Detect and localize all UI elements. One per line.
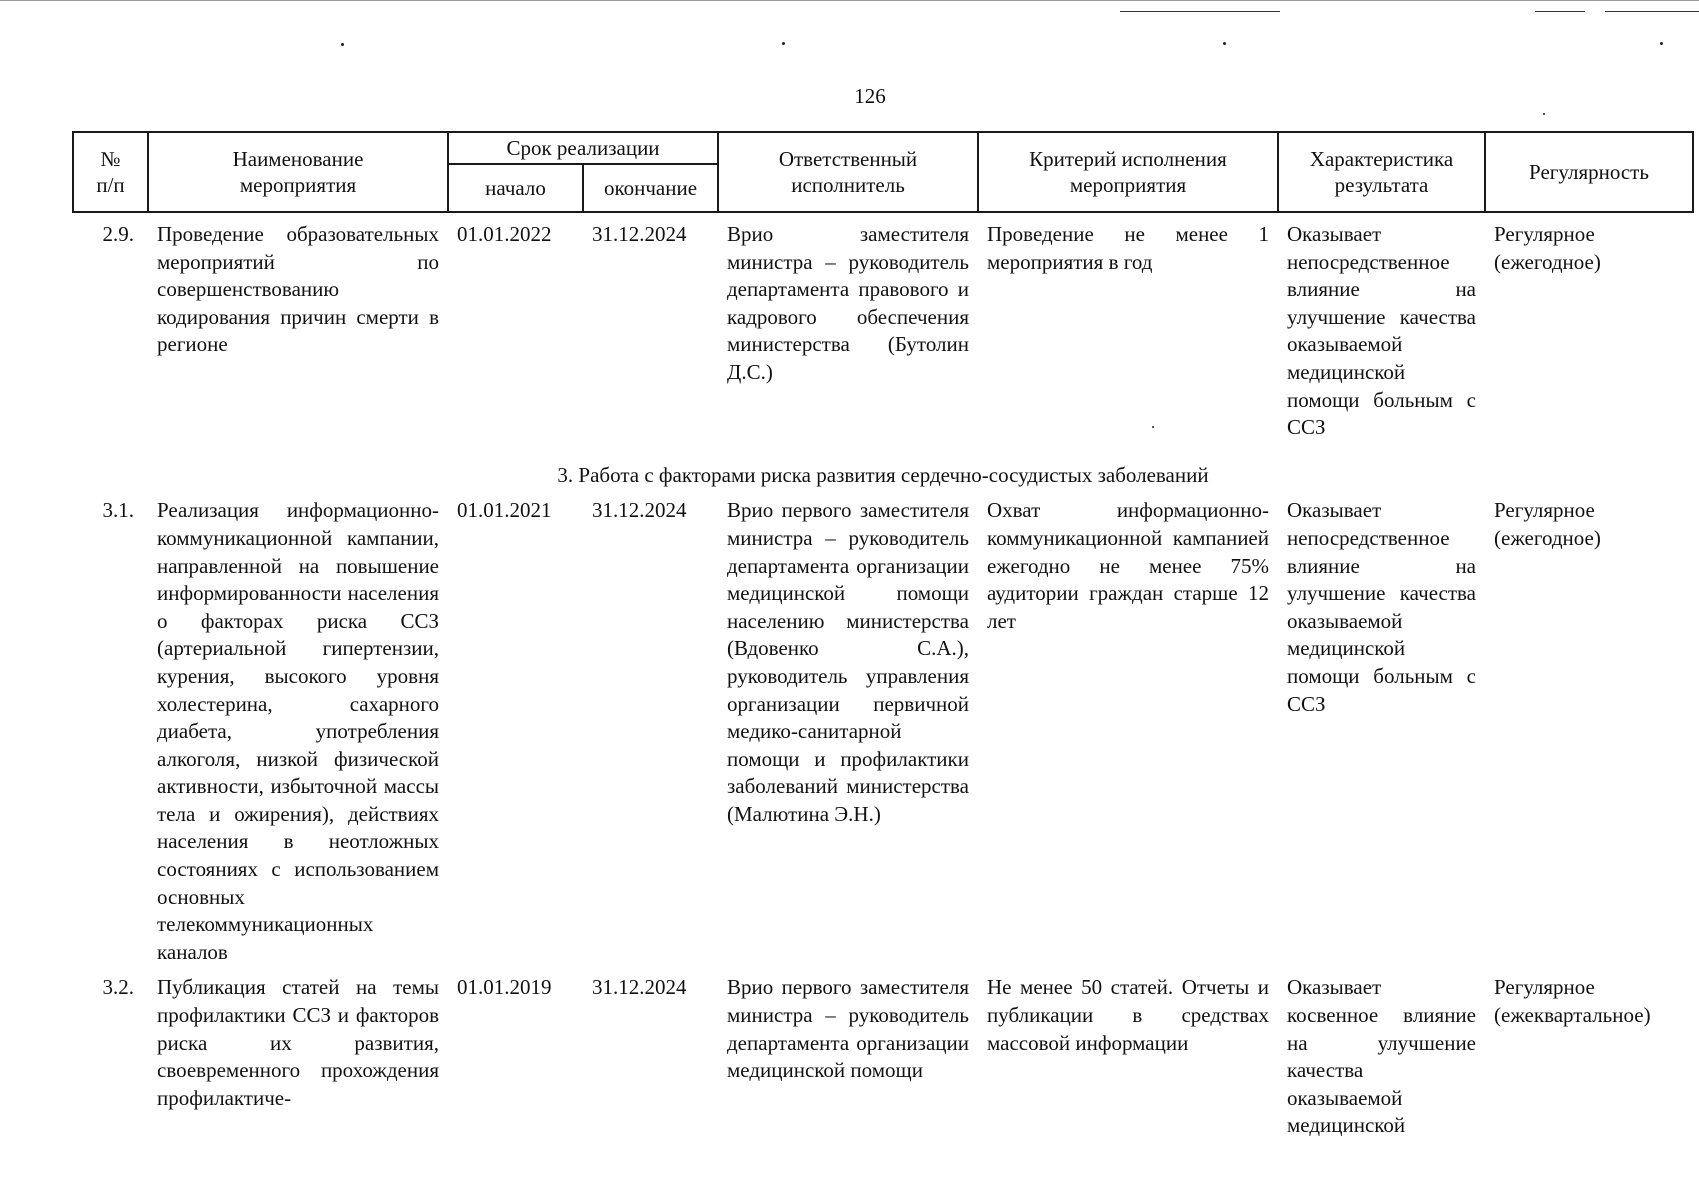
row-num: 3.1. xyxy=(102,498,134,523)
row-regularity: Регулярное (ежегодное) xyxy=(1494,498,1601,550)
header-regularity: Регулярность xyxy=(1485,132,1693,212)
row-start: 01.01.2021 xyxy=(457,498,552,523)
row-name: Проведение образовательных мероприятий по совершенствованию кодирования причин смерти в регионе xyxy=(157,222,439,357)
row-characteristic: Оказывает непосредственное влияние на улучшение качества оказываемой медицинской помощи больным с ССЗ xyxy=(1287,498,1476,716)
row-name: Реализация информационно-коммуникационной кампании, направленной на повышение информированности населения о факторах риска ССЗ (артериальной гипертензии, курения, высокого уровня холестерина, сахарного диабета, употребления алкоголя, низкой физической активности, избыточной массы тела и ожирения), действиях населения в неотложных состояниях с использованием основных телекоммуникационных каналов xyxy=(157,498,439,964)
row-criterion: Охват информационно-коммуникационной кампанией ежегодно не менее 75% аудитории граждан старше 12 лет xyxy=(987,498,1269,633)
header-start: начало xyxy=(448,164,583,212)
row-end: 31.12.2024 xyxy=(592,222,687,246)
row-regularity: Регулярное (ежеквартальное) xyxy=(1494,975,1651,1028)
row-start: 01.01.2022 xyxy=(457,222,552,246)
table-row xyxy=(73,212,1693,442)
row-responsible: Врио первого заместителя министра – руководитель департамента организации медицинской помощи xyxy=(727,975,969,1083)
section-heading-row xyxy=(73,442,1693,490)
row-characteristic: Оказывает косвенное влияние на улучшение качества оказываемой медицинской xyxy=(1287,975,1476,1138)
row-end: 31.12.2024 xyxy=(592,498,687,523)
header-end: окончание xyxy=(583,164,718,212)
row-end: 31.12.2024 xyxy=(592,975,687,1000)
row-criterion: Проведение не менее 1 мероприятия в год xyxy=(987,222,1269,274)
header-criterion: Критерий исполнения мероприятия xyxy=(978,132,1278,212)
row-num: 2.9. xyxy=(102,222,134,246)
row-responsible: Врио первого заместителя министра – руководитель департамента организации медицинской помощи населению министерства (Вдовенко С.А.), руководитель управления организации первичной медико-санитарной помощи и профилактики заболеваний министерства (Малютина Э.Н.) xyxy=(727,498,969,826)
row-criterion: Не менее 50 статей. Отчеты и публикации в средствах массовой информации xyxy=(987,975,1269,1055)
row-characteristic: Оказывает непосредственное влияние на улучшение качества оказываемой медицинской помощи больным с ССЗ xyxy=(1287,222,1476,440)
row-regularity: Регулярное (ежегодное) xyxy=(1494,222,1601,274)
header-num: № п/п xyxy=(73,132,148,212)
header-responsible: Ответственный исполнитель xyxy=(718,132,978,212)
scan-dash-line xyxy=(1605,11,1699,12)
table-header xyxy=(73,132,1693,212)
activities-table xyxy=(72,131,1694,1140)
row-start: 01.01.2019 xyxy=(457,975,552,1000)
scan-dash-line xyxy=(1535,11,1585,12)
table-row xyxy=(73,966,1693,1140)
scan-dash-line xyxy=(1120,11,1280,12)
section-heading: 3. Работа с факторами риска развития сердечно-сосудистых заболеваний xyxy=(557,462,1209,487)
header-period: Срок реализации xyxy=(448,132,718,164)
scan-edge-line xyxy=(0,0,1699,1)
row-num: 3.2. xyxy=(102,975,134,1000)
table-row xyxy=(73,489,1693,966)
header-name: Наименование мероприятия xyxy=(148,132,448,212)
row-name: Публикация статей на темы профилактики ССЗ и факторов риска их развития, своевременного прохождения профилактиче- xyxy=(157,975,439,1110)
row-responsible: Врио заместителя министра – руководитель департамента правового и кадрового обеспечения министерства (Бутолин Д.С.) xyxy=(727,222,969,384)
page-number: 126 xyxy=(854,84,886,108)
header-characteristic: Характеристика результата xyxy=(1278,132,1485,212)
